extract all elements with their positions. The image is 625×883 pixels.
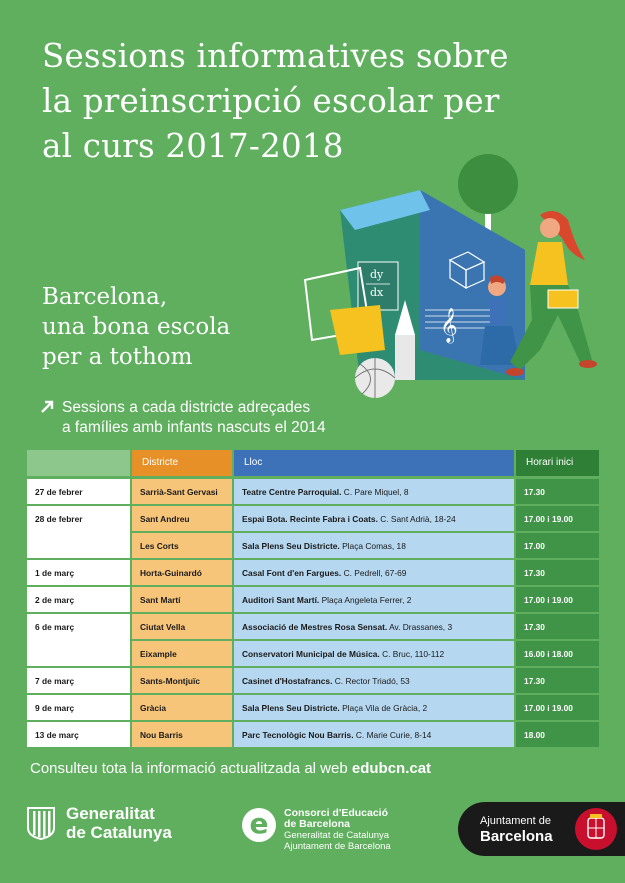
table-row xyxy=(130,533,599,558)
consult-text: Consulteu tota la informació actualitzada al web xyxy=(30,760,348,777)
date-cell: 2 de març xyxy=(27,587,130,612)
place-cell xyxy=(234,506,514,531)
header-date xyxy=(27,450,130,476)
board-text-top: dy xyxy=(370,268,384,281)
poster-subtitle xyxy=(42,282,230,372)
subtitle-line-1: Barcelona, xyxy=(42,284,168,310)
audience-note xyxy=(40,398,326,438)
place-address: Av. Drassanes, 3 xyxy=(389,622,453,632)
table-row xyxy=(27,722,599,747)
place-address: Plaça Vila de Gràcia, 2 xyxy=(342,703,428,713)
note-line-2: a famílies amb infants nascuts el 2014 xyxy=(62,419,326,436)
note-line-1: Sessions a cada districte adreçades xyxy=(62,399,311,416)
district-cell: Nou Barris xyxy=(132,722,232,747)
consorci-line-2: de Barcelona xyxy=(284,818,350,830)
place-name: Conservatori Municipal de Música. xyxy=(242,649,380,659)
place-name: Espai Bota. Recinte Fabra i Coats. xyxy=(242,514,378,524)
place-name: Casal Font d'en Fargues. xyxy=(242,568,342,578)
date-cell: 13 de març xyxy=(27,722,130,747)
place-address: Plaça Angeleta Ferrer, 2 xyxy=(321,595,412,605)
table-row xyxy=(130,506,599,531)
header-time: Horari inici xyxy=(516,450,599,476)
time-cell: 17.30 xyxy=(516,614,599,639)
time-cell: 17.30 xyxy=(516,479,599,504)
generalitat-stripes-icon xyxy=(26,806,56,840)
date-cell: 9 de març xyxy=(27,695,130,720)
place-cell xyxy=(234,560,514,585)
place-address: C. Pare Miquel, 8 xyxy=(343,487,409,497)
place-cell xyxy=(234,641,514,666)
district-cell: Sants-Montjuïc xyxy=(132,668,232,693)
consult-line xyxy=(30,760,431,777)
place-name: Sala Plens Seu Districte. xyxy=(242,703,340,713)
place-address: C. Sant Adrià, 18-24 xyxy=(380,514,456,524)
sessions-table xyxy=(27,450,599,749)
arrow-up-right-icon xyxy=(40,400,54,414)
date-cell: 6 de març xyxy=(27,614,130,666)
time-cell: 17.30 xyxy=(516,560,599,585)
table-row xyxy=(130,614,599,639)
place-address: C. Bruc, 110-112 xyxy=(382,649,445,659)
district-cell: Sarrià-Sant Gervasi xyxy=(132,479,232,504)
generalitat-line-2: de Catalunya xyxy=(66,823,172,842)
place-cell xyxy=(234,668,514,693)
place-cell xyxy=(234,614,514,639)
poster-title xyxy=(42,34,602,169)
board-text-bottom: dx xyxy=(370,286,384,299)
date-cell: 1 de març xyxy=(27,560,130,585)
book-icon xyxy=(548,290,578,308)
place-name: Associació de Mestres Rosa Sensat. xyxy=(242,622,388,632)
consorci-line-1: Consorci d'Educació xyxy=(284,807,389,819)
date-cell: 28 de febrer xyxy=(27,506,130,558)
table-row-group xyxy=(27,614,599,666)
place-cell xyxy=(234,479,514,504)
table-row xyxy=(27,587,599,612)
time-cell: 16.00 i 18.00 xyxy=(516,641,599,666)
time-cell: 17.00 i 19.00 xyxy=(516,587,599,612)
district-cell: Eixample xyxy=(132,641,232,666)
date-cell: 7 de març xyxy=(27,668,130,693)
time-cell: 17.00 xyxy=(516,533,599,558)
ajuntament-line-2: Barcelona xyxy=(480,828,553,845)
subtitle-line-2: una bona escola xyxy=(42,314,231,340)
ajuntament-line-1: Ajuntament de xyxy=(480,815,551,827)
table-row xyxy=(27,695,599,720)
time-cell: 17.30 xyxy=(516,668,599,693)
table-row-group xyxy=(27,506,599,558)
website-link[interactable]: edubcn.cat xyxy=(351,760,432,777)
title-line-3: al curs 2017-2018 xyxy=(42,127,344,165)
table-row xyxy=(27,560,599,585)
title-line-2: la preinscripció escolar per xyxy=(42,82,500,120)
place-cell xyxy=(234,695,514,720)
school-illustration xyxy=(300,150,610,410)
table-header xyxy=(27,450,599,476)
place-name: Teatre Centre Parroquial. xyxy=(242,487,342,497)
table-row xyxy=(130,641,599,666)
ajuntament-logo xyxy=(458,802,625,856)
title-line-1: Sessions informatives sobre xyxy=(42,37,509,75)
consorci-line-4: Ajuntament de Barcelona xyxy=(284,841,391,852)
barcelona-shield-icon xyxy=(575,808,617,850)
district-cell: Gràcia xyxy=(132,695,232,720)
header-district: Districte xyxy=(132,450,232,476)
consorci-logo xyxy=(242,808,391,852)
place-address: C. Pedrell, 67-69 xyxy=(343,568,407,578)
place-cell xyxy=(234,722,514,747)
subtitle-line-3: per a tothom xyxy=(42,344,193,370)
place-cell xyxy=(234,533,514,558)
place-address: Plaça Comas, 18 xyxy=(342,541,406,551)
place-name: Auditori Sant Martí. xyxy=(242,595,320,605)
generalitat-logo xyxy=(26,804,172,842)
table-row xyxy=(27,479,599,504)
time-cell: 18.00 xyxy=(516,722,599,747)
table-row xyxy=(27,668,599,693)
district-cell: Ciutat Vella xyxy=(132,614,232,639)
district-cell: Sant Andreu xyxy=(132,506,232,531)
place-cell xyxy=(234,587,514,612)
basketball-icon xyxy=(355,358,395,398)
place-name: Casinet d'Hostafrancs. xyxy=(242,676,333,686)
place-name: Sala Plens Seu Districte. xyxy=(242,541,340,551)
district-cell: Horta-Guinardó xyxy=(132,560,232,585)
blackboard-icon xyxy=(358,262,398,310)
place-address: C. Marie Curie, 8-14 xyxy=(355,730,432,740)
district-cell: Les Corts xyxy=(132,533,232,558)
consorci-line-3: Generalitat de Catalunya xyxy=(284,830,390,841)
generalitat-line-1: Generalitat xyxy=(66,804,155,823)
place-address: C. Rector Triadó, 53 xyxy=(334,676,410,686)
svg-text:𝄞: 𝄞 xyxy=(440,308,458,343)
district-cell: Sant Martí xyxy=(132,587,232,612)
place-name: Parc Tecnològic Nou Barris. xyxy=(242,730,354,740)
date-cell: 27 de febrer xyxy=(27,479,130,504)
header-place: Lloc xyxy=(234,450,514,476)
time-cell: 17.00 i 19.00 xyxy=(516,506,599,531)
consorci-e-icon: e xyxy=(242,808,276,842)
time-cell: 17.00 i 19.00 xyxy=(516,695,599,720)
